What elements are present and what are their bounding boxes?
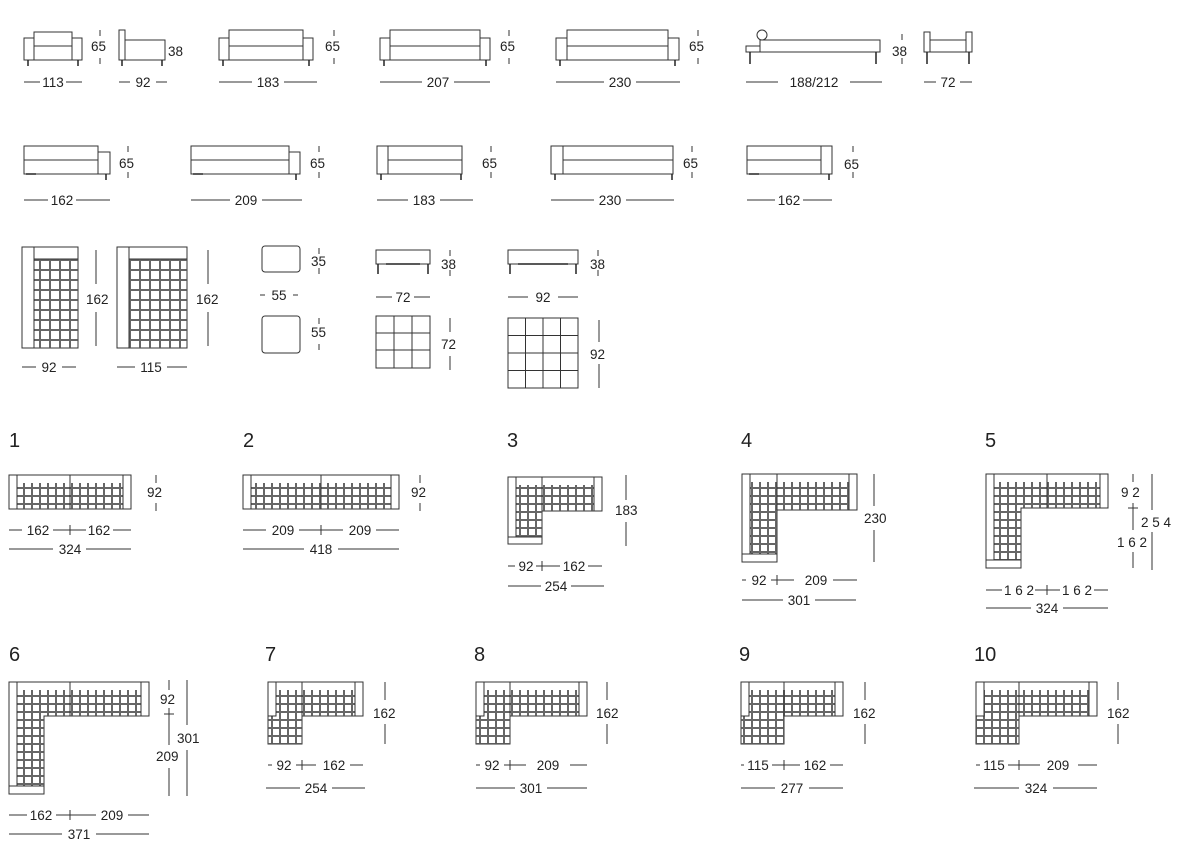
dim-depth-total: 2 5 4 xyxy=(1141,515,1172,530)
dim-depth: 72 xyxy=(441,337,457,352)
dim-width: 115 xyxy=(140,360,162,375)
dim-height: 65 xyxy=(500,39,516,54)
sofa-module-207 xyxy=(380,30,515,90)
bench-72 xyxy=(376,250,456,370)
configuration-3 xyxy=(507,430,638,594)
dim-segment-a: 115 xyxy=(747,758,769,773)
configuration-8 xyxy=(474,644,619,796)
dim-total: 324 xyxy=(1035,601,1059,616)
dim-width: 188/212 xyxy=(789,75,839,90)
configuration-7 xyxy=(265,644,396,796)
dim-width: 92 xyxy=(135,75,151,90)
dim-depth: 162 xyxy=(196,292,219,307)
dim-total: 324 xyxy=(58,542,82,557)
dim-segment-b: 162 xyxy=(803,758,827,773)
dim-height: 65 xyxy=(91,39,107,54)
dim-depth-total: 301 xyxy=(177,731,200,746)
dim-height: 65 xyxy=(689,39,705,54)
dim-height: 38 xyxy=(892,44,908,59)
dim-width: 162 xyxy=(50,193,74,208)
dim-height: 65 xyxy=(683,156,699,171)
dim-depth: 162 xyxy=(373,706,396,721)
dim-segment-b: 209 xyxy=(1046,758,1070,773)
dim-width: 55 xyxy=(271,288,287,303)
configuration-6 xyxy=(9,644,200,842)
dim-segment-a: 92 xyxy=(751,573,767,588)
sofa-module-183-left-arm xyxy=(377,146,497,208)
dim-width: 113 xyxy=(42,75,64,90)
configuration-number: 4 xyxy=(741,430,753,452)
sofa-module-113 xyxy=(24,30,106,90)
pouf-55 xyxy=(260,246,326,353)
dim-width: 230 xyxy=(598,193,622,208)
dim-total: 418 xyxy=(309,542,333,557)
dim-height: 38 xyxy=(441,257,457,272)
dim-total: 301 xyxy=(519,781,543,796)
dim-segment-b: 1 6 2 xyxy=(1061,583,1093,598)
dim-depth-top: 9 2 xyxy=(1121,485,1140,500)
configuration-number: 9 xyxy=(739,644,751,666)
dim-segment-b: 162 xyxy=(562,559,586,574)
dim-total: 254 xyxy=(304,781,328,796)
configuration-number: 10 xyxy=(974,644,997,666)
configuration-2 xyxy=(243,430,426,557)
dim-segment-a: 162 xyxy=(29,808,53,823)
bench-module-72-side xyxy=(924,32,972,90)
configuration-number: 1 xyxy=(9,430,21,452)
dim-segment-a: 92 xyxy=(518,559,534,574)
dim-width: 207 xyxy=(426,75,450,90)
dim-depth-top: 92 xyxy=(160,692,176,707)
dim-height: 65 xyxy=(482,156,498,171)
dim-depth-bottom: 209 xyxy=(156,749,179,764)
dim-segment-a: 162 xyxy=(26,523,50,538)
dim-width: 209 xyxy=(234,193,258,208)
configuration-number: 7 xyxy=(265,644,277,666)
configuration-5 xyxy=(985,430,1172,616)
dim-width: 183 xyxy=(256,75,280,90)
dim-total: 254 xyxy=(544,579,568,594)
dim-width: 72 xyxy=(395,290,411,305)
dim-total: 277 xyxy=(780,781,804,796)
dim-depth: 92 xyxy=(590,347,606,362)
dim-depth: 92 xyxy=(147,485,163,500)
dim-width: 183 xyxy=(412,193,436,208)
dim-total: 324 xyxy=(1024,781,1048,796)
dim-width: 162 xyxy=(777,193,801,208)
dim-height: 38 xyxy=(168,44,184,59)
dim-height: 65 xyxy=(310,156,326,171)
dim-segment-a: 92 xyxy=(276,758,292,773)
configuration-9 xyxy=(739,644,876,796)
dim-segment-b: 209 xyxy=(100,808,124,823)
bench-92 xyxy=(508,250,605,388)
dim-height: 35 xyxy=(311,254,327,269)
configuration-number: 2 xyxy=(243,430,255,452)
dim-depth: 183 xyxy=(615,503,638,518)
sofa-module-230 xyxy=(556,30,704,90)
sofa-module-162-right-arm xyxy=(24,146,134,208)
configuration-4 xyxy=(741,430,887,608)
dim-width: 72 xyxy=(940,75,956,90)
sofa-module-209-right-arm xyxy=(191,146,325,208)
dim-depth: 162 xyxy=(853,706,876,721)
dim-depth: 55 xyxy=(311,325,327,340)
dim-width: 92 xyxy=(535,290,551,305)
chaise-module-92 xyxy=(22,247,109,375)
dim-segment-b: 209 xyxy=(804,573,828,588)
dim-depth: 162 xyxy=(596,706,619,721)
dim-width: 92 xyxy=(41,360,57,375)
dim-total: 371 xyxy=(67,827,91,842)
sofa-module-183 xyxy=(219,30,340,90)
dim-width: 230 xyxy=(608,75,632,90)
dim-segment-a: 1 6 2 xyxy=(1003,583,1035,598)
sofa-module-230-left-arm xyxy=(551,146,698,208)
dim-height: 65 xyxy=(325,39,341,54)
dim-segment-b: 209 xyxy=(536,758,560,773)
dim-segment-b: 162 xyxy=(87,523,111,538)
configuration-number: 8 xyxy=(474,644,486,666)
dim-segment-b: 162 xyxy=(322,758,346,773)
dim-segment-a: 115 xyxy=(983,758,1005,773)
configuration-1 xyxy=(9,430,162,557)
dim-depth: 230 xyxy=(864,511,887,526)
daybed-module xyxy=(746,30,907,90)
dim-total: 301 xyxy=(787,593,811,608)
sofa-module-92-low xyxy=(119,30,183,90)
dim-segment-b: 209 xyxy=(348,523,372,538)
configuration-number: 6 xyxy=(9,644,21,666)
dim-height: 65 xyxy=(844,157,860,172)
dim-depth: 92 xyxy=(411,485,427,500)
dim-segment-a: 209 xyxy=(271,523,295,538)
dim-height: 38 xyxy=(590,257,606,272)
sofa-module-162-right-arm-b xyxy=(747,146,859,208)
dim-height: 65 xyxy=(119,156,135,171)
configuration-10 xyxy=(974,644,1130,796)
dim-depth-bottom: 1 6 2 xyxy=(1117,535,1148,550)
dim-depth: 162 xyxy=(1107,706,1130,721)
configuration-number: 3 xyxy=(507,430,519,452)
chaise-module-115 xyxy=(117,247,219,375)
configuration-number: 5 xyxy=(985,430,997,452)
dim-segment-a: 92 xyxy=(484,758,500,773)
dim-depth: 162 xyxy=(86,292,109,307)
